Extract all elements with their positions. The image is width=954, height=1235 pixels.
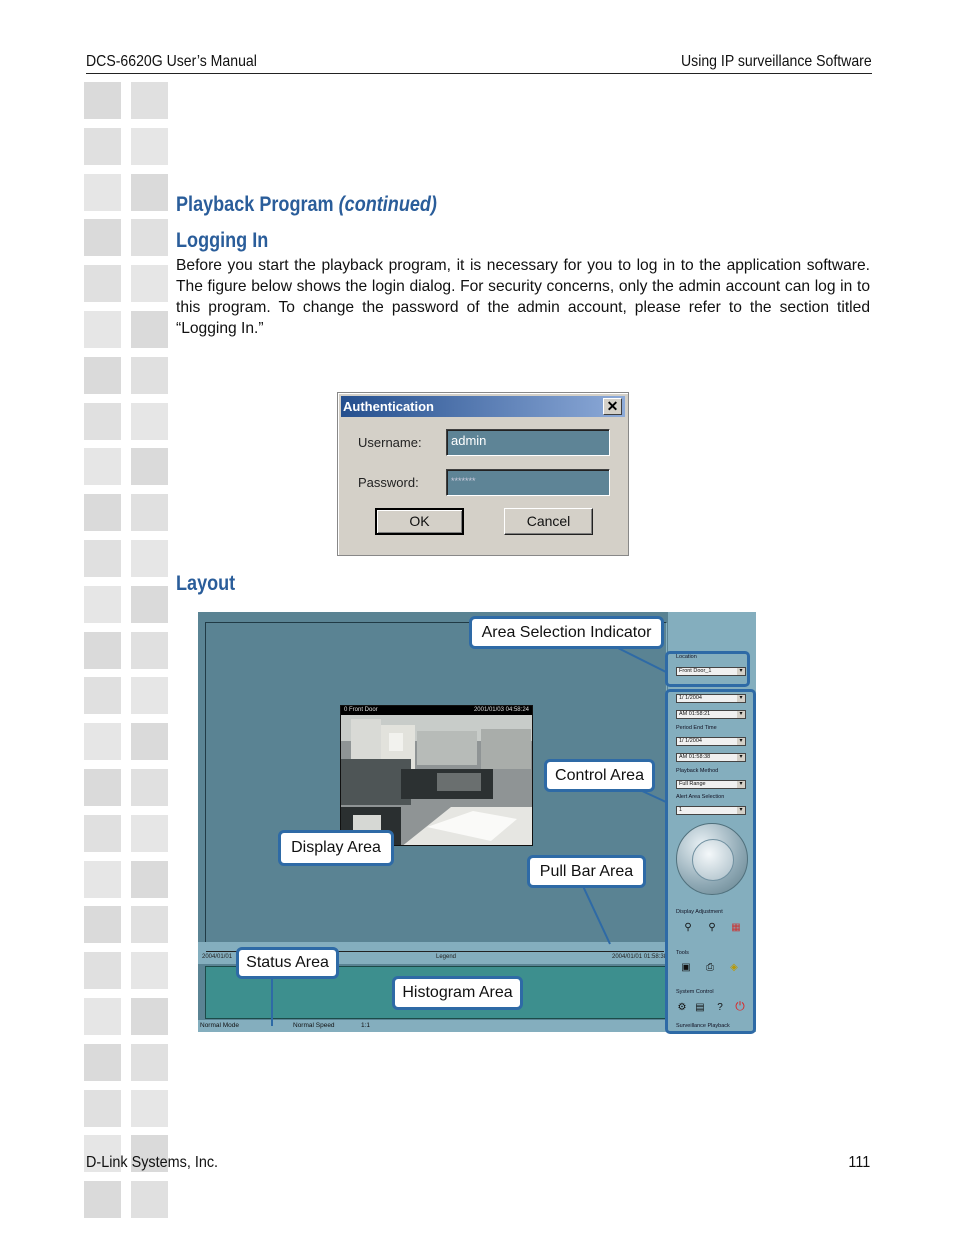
- dialog-titlebar: [341, 396, 625, 417]
- snapshot-icon[interactable]: ▣: [681, 962, 691, 973]
- cancel-button[interactable]: Cancel: [504, 508, 593, 535]
- start-date-select[interactable]: 1/ 1/2004 ▾: [676, 694, 746, 703]
- status-area: [198, 1020, 668, 1032]
- decorative-square: [131, 219, 168, 256]
- section-heading-main: Playback Program: [176, 193, 334, 216]
- decorative-square: [84, 723, 121, 760]
- section-heading: [176, 193, 437, 217]
- callout-display-area: Display Area: [278, 830, 394, 866]
- decorative-square: [131, 769, 168, 806]
- decorative-square: [84, 494, 121, 531]
- status-ratio: 1:1: [361, 1022, 371, 1029]
- decorative-square: [84, 815, 121, 852]
- decorative-square: [84, 1044, 121, 1081]
- decorative-square: [84, 586, 121, 623]
- decorative-square: [131, 174, 168, 211]
- location-select[interactable]: Front Door_1 ▾: [676, 667, 746, 676]
- password-field[interactable]: *******: [446, 469, 610, 496]
- callout-pull-bar-area: Pull Bar Area: [527, 855, 646, 888]
- logging-in-heading: Logging In: [176, 229, 269, 252]
- zoom-in-icon[interactable]: ⚲: [684, 922, 692, 933]
- alert-area-select[interactable]: 1 ▾: [676, 806, 746, 815]
- close-icon[interactable]: ✕: [603, 398, 622, 415]
- decorative-square: [131, 906, 168, 943]
- body-paragraph: Before you start the playback program, it is necessary for you to log in to the application software. The figure below shows the login dialog. For security concerns, only the admin account can log in to this program. To change the password of the admin account, please refer to the section titled “Logging In.”: [176, 257, 870, 337]
- footer-company: D-Link Systems, Inc.: [86, 1154, 219, 1171]
- decorative-square: [131, 357, 168, 394]
- decorative-square: [84, 448, 121, 485]
- system-control-label: System Control: [676, 989, 714, 995]
- decorative-square: [84, 1181, 121, 1218]
- location-label: Location: [676, 654, 697, 660]
- decorative-square: [131, 82, 168, 119]
- pull-bar-start-time: 2004/01/01: [202, 954, 233, 960]
- decorative-square: [84, 677, 121, 714]
- office-scene-image: [341, 715, 533, 846]
- callout-status-area: Status Area: [236, 947, 339, 979]
- power-icon[interactable]: ⏻: [735, 999, 745, 1013]
- pull-bar-end-time: 2004/01/01 01:58:38: [612, 954, 668, 960]
- decorative-square: [84, 1090, 121, 1127]
- decorative-square: [131, 448, 168, 485]
- dialog-title: Authentication: [343, 399, 434, 414]
- decorative-square: [131, 632, 168, 669]
- decorative-square: [131, 403, 168, 440]
- layout-heading: Layout: [176, 572, 236, 595]
- control-area-frame: [665, 689, 756, 1034]
- decorative-square: [84, 265, 121, 302]
- ok-button[interactable]: OK: [375, 508, 464, 535]
- username-field[interactable]: admin: [446, 429, 610, 456]
- section-heading-suffix: (continued): [338, 193, 437, 216]
- decorative-square: [84, 906, 121, 943]
- camera-title-bar: [341, 706, 532, 715]
- decorative-square: [84, 174, 121, 211]
- print-icon[interactable]: ⎙: [706, 962, 714, 973]
- area-selection-frame: [665, 651, 750, 687]
- decorative-square: [131, 586, 168, 623]
- decorative-square: [84, 861, 121, 898]
- password-label: Password:: [358, 475, 419, 490]
- playback-method-select[interactable]: Full Range ▾: [676, 780, 746, 789]
- end-time-input[interactable]: AM 01:58:38 ▾: [676, 753, 746, 762]
- zoom-out-icon[interactable]: ⚲: [708, 922, 716, 933]
- decorative-square: [131, 1090, 168, 1127]
- decorative-square: [131, 311, 168, 348]
- camera-title: 0 Front Door: [344, 707, 378, 713]
- decorative-square: [84, 357, 121, 394]
- decorative-square: [131, 998, 168, 1035]
- decorative-square: [131, 1181, 168, 1218]
- decorative-square: [84, 403, 121, 440]
- authentication-dialog: [337, 392, 629, 556]
- decorative-square: [84, 998, 121, 1035]
- callout-histogram-area: Histogram Area: [392, 976, 523, 1010]
- decorative-square: [84, 82, 121, 119]
- export-icon[interactable]: ◈: [730, 962, 738, 973]
- callout-area-selection: Area Selection Indicator: [469, 616, 664, 649]
- manual-title: DCS-6620G User’s Manual: [86, 53, 257, 70]
- end-date-select[interactable]: 1/ 1/2004 ▾: [676, 737, 746, 746]
- color-adjust-icon[interactable]: ▦: [731, 922, 741, 933]
- decorative-square: [131, 861, 168, 898]
- page-header: [86, 52, 872, 74]
- period-end-label: Period End Time: [676, 725, 717, 731]
- decorative-square: [131, 265, 168, 302]
- decorative-square: [131, 815, 168, 852]
- decorative-square: [131, 1044, 168, 1081]
- page-number: 111: [848, 1154, 870, 1171]
- playback-method-label: Playback Method: [676, 768, 719, 774]
- chapter-title: Using IP surveillance Software: [681, 53, 872, 70]
- status-mode: Normal Mode: [200, 1022, 240, 1029]
- decorative-square: [84, 540, 121, 577]
- callout-control-area: Control Area: [544, 759, 655, 792]
- status-speed: Normal Speed: [293, 1022, 335, 1029]
- display-adjustment-label: Display Adjustment: [676, 909, 723, 915]
- camera-view: [340, 705, 533, 846]
- decorative-square: [131, 494, 168, 531]
- settings-icon[interactable]: ⚙: [677, 1002, 687, 1013]
- username-label: Username:: [358, 435, 422, 450]
- help-icon[interactable]: ?: [717, 1002, 723, 1013]
- bottom-tabs[interactable]: Surveillance Playback: [676, 1023, 730, 1029]
- start-time-input[interactable]: AM 01:58:21 ▾: [676, 710, 746, 719]
- pull-bar-legend: Legend: [436, 954, 457, 960]
- camera-timestamp: 2001/01/03 04:58:24: [473, 707, 529, 713]
- decorative-square: [131, 723, 168, 760]
- config-icon[interactable]: ▤: [695, 1002, 705, 1013]
- decorative-square: [84, 219, 121, 256]
- decorative-square: [84, 769, 121, 806]
- tools-label: Tools: [676, 950, 689, 956]
- decorative-square: [84, 952, 121, 989]
- decorative-square: [131, 540, 168, 577]
- decorative-square: [131, 677, 168, 714]
- decorative-square: [131, 128, 168, 165]
- decorative-square: [84, 632, 121, 669]
- decorative-square: [84, 311, 121, 348]
- decorative-grid: [84, 82, 170, 1227]
- alert-area-label: Alert Area Selection: [676, 794, 725, 800]
- decorative-square: [131, 952, 168, 989]
- decorative-square: [84, 128, 121, 165]
